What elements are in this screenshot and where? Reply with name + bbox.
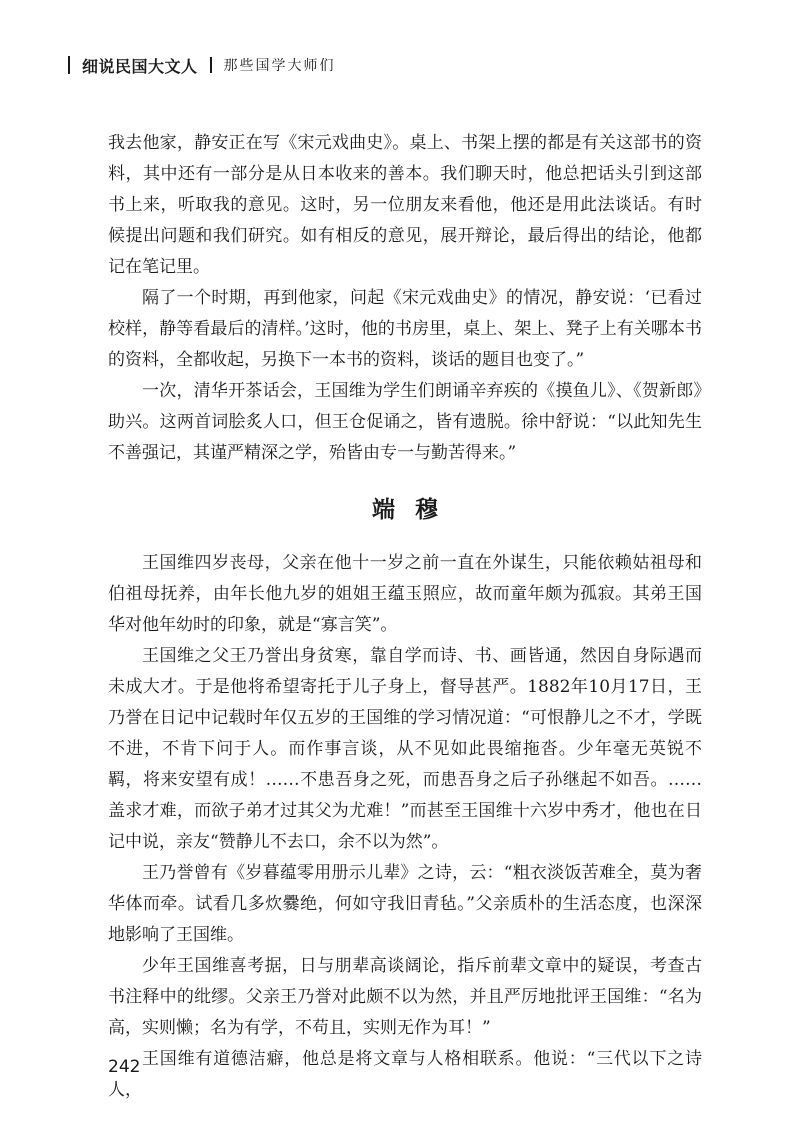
body-paragraph: 王国维之父王乃誉出身贫寒，靠自学而诗、书、画皆通，然因自身际遇而未成大才。于是他将希望寄托于儿子身上，督导甚严。1882年10月17日，王乃誉在日记中记载时年仅五岁的王国维的学习情况道：“可恨静儿之不才，学既不进，不肯下问于人。而作事言谈，从不见如此畏缩拖沓。少年毫无英锐不羁，将来安望有成！……不患吾身之死，而患吾身之后子孙继起不如吾。……盖求才难，而欲子弟才过其父为尤难！”而甚至王国维十六岁中秀才，他也在日记中说，亲友“赞静儿不去口，余不以为然”。 [108,646,702,852]
paragraphs-before-section [108,128,702,469]
body-paragraph: 一次，清华开茶话会，王国维为学生们朗诵辛弃疾的《摸鱼儿》、《贺新郎》助兴。这两首词脍炙人口，但王仓促诵之，皆有遗脱。徐中舒说：“以此知先生不善强记，其谨严精深之学，殆皆由专一与勤苦得来。” [108,381,702,463]
body-paragraph: 少年王国维喜考据，日与朋辈高谈阔论，指斥前辈文章中的疑误，考查古书注释中的纰缪。父亲王乃誉对此颇不以为然，并且严厉地批评王国维：“名为高，实则懒；名为有学，不苟且，实则无作为耳！” [108,956,702,1038]
header-separator [210,57,212,73]
body-paragraph: 王乃誉曾有《岁暮蕴零用册示儿辈》之诗，云：“粗衣淡饭苦难全，莫为奢华体而牵。试看几多炊爨绝，何如守我旧青毡。”父亲质朴的生活态度，也深深地影响了王国维。 [108,863,702,945]
body-paragraph: 王国维有道德洁癖，他总是将文章与人格相联系。他说：“三代以下之诗人， [108,1049,702,1100]
body-paragraph: 我去他家，静安正在写《宋元戏曲史》。桌上、书架上摆的都是有关这部书的资料，其中还有一部分是从日本收来的善本。我们聊天时，他总把话头引到这部书上来，听取我的意见。这时，另一位朋友来看他，他还是用此法谈话。有时候提出问题和我们研究。如有相反的意见，展开辩论，最后得出的结论，他都记在笔记里。 [108,133,702,277]
body-paragraph: 王国维四岁丧母，父亲在他十一岁之前一直在外谋生，只能依赖姑祖母和伯祖母抚养，由年长他九岁的姐姐王蕴玉照应，故而童年颇为孤寂。其弟王国华对他年幼时的印象，就是“寡言笑”。 [108,553,702,635]
book-series-title: 细说民国大文人 [82,56,198,76]
paragraphs-after-section [108,548,702,1106]
body-paragraph: 隔了一个时期，再到他家，问起《宋元戏曲史》的情况，静安说：‘已看过校样，静等看最后的清样。’这时，他的书房里，桌上、架上、凳子上有关哪本书的资料，全都收起，另换下一本书的资料，谈话的题目也变了。” [108,288,702,370]
page-body [108,128,702,1106]
section-title: 端穆 [372,497,458,523]
book-subtitle: 那些国学大师们 [223,58,336,74]
page-number: 242 [108,1057,141,1077]
header-left-bar [68,56,70,74]
running-header [68,50,732,80]
